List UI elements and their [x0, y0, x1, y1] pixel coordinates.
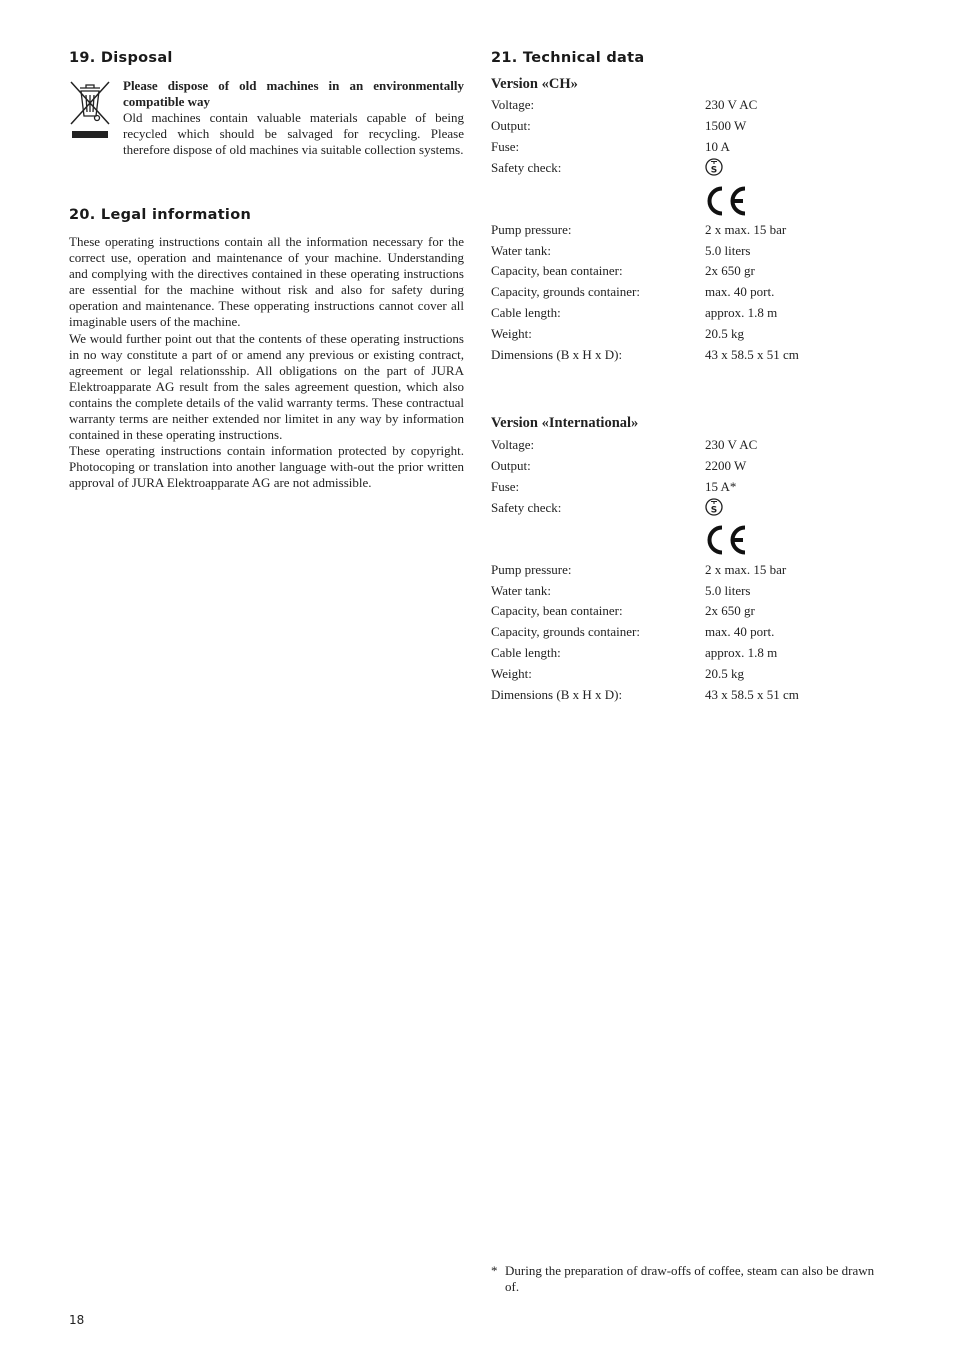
spec-row: [491, 261, 891, 282]
version-international-title: Version «International»: [491, 415, 639, 431]
spec-row: [491, 601, 891, 622]
spec-value: 2x 650 gr: [705, 263, 755, 279]
legal-paragraph-2: We would further point out that the contents of these operating instructions in no way constitute a part of or amend any previous or existing contract, agreement or legal relationsship. All obligations on the part of JURA Elektroapparate AG result from the sales agreement question, which also contains the complete details of the valid warranty terms. These contractual warranty terms are neither extended nor limitet in any way by information contained in these operating instructions.: [69, 330, 464, 443]
swiss-safety-mark-icon: [705, 497, 723, 517]
spec-value: 2 x max. 15 bar: [705, 221, 787, 237]
spec-label: Cable length:: [491, 645, 561, 661]
version-ch-title: Version «CH»: [491, 76, 578, 92]
swiss-safety-mark-icon: [705, 157, 723, 177]
spec-row: [491, 643, 891, 664]
page-number: 18: [69, 1313, 85, 1327]
spec-row: [491, 685, 891, 706]
spec-label: Fuse:: [491, 138, 520, 154]
spec-value: 2 x max. 15 bar: [705, 561, 787, 577]
spec-label: Output:: [491, 457, 531, 473]
spec-row: [491, 664, 891, 685]
spec-value: 1500 W: [705, 117, 747, 133]
spec-value: 10 A: [705, 138, 730, 154]
technical-heading: 21. Technical data: [491, 50, 645, 66]
spec-value: 43 x 58.5 x 51 cm: [705, 347, 799, 363]
spec-value: approx. 1.8 m: [705, 305, 778, 321]
spec-value: 15 A*: [705, 478, 737, 494]
spec-value: 230 V AC: [705, 437, 758, 452]
spec-label: Weight:: [491, 326, 532, 342]
svg-text:S: S: [710, 165, 718, 176]
spec-row: [491, 324, 891, 345]
spec-label: Pump pressure:: [491, 561, 572, 577]
spec-value: 2200 W: [705, 457, 747, 473]
spec-row: [491, 241, 891, 262]
footnote-marker: *: [491, 1263, 498, 1278]
spec-label: Dimensions (B x H x D):: [491, 687, 623, 703]
disposal-text: [123, 78, 464, 158]
spec-row: [491, 345, 891, 366]
spec-value: 5.0 liters: [705, 242, 751, 258]
spec-value: 2x 650 gr: [705, 603, 755, 619]
spec-value: 20.5 kg: [705, 666, 744, 682]
spec-label: Safety check:: [491, 159, 562, 175]
spec-row: [491, 477, 891, 498]
svg-text:S: S: [710, 505, 718, 516]
disposal-heading: 19. Disposal: [69, 50, 173, 66]
version-international-spec-table: [491, 435, 891, 706]
spec-row: [491, 435, 891, 456]
spec-label: Voltage:: [491, 437, 535, 452]
spec-label: Water tank:: [491, 242, 551, 258]
legal-text: [69, 234, 464, 492]
spec-row: [491, 581, 891, 602]
spec-label: Pump pressure:: [491, 221, 572, 237]
spec-value: approx. 1.8 m: [705, 645, 778, 661]
spec-row: [491, 498, 891, 560]
spec-value: max. 40 port.: [705, 624, 775, 640]
spec-row: [491, 95, 891, 116]
spec-value: 20.5 kg: [705, 326, 744, 342]
spec-row: [491, 220, 891, 241]
spec-value: max. 40 port.: [705, 284, 775, 300]
spec-label: Water tank:: [491, 582, 551, 598]
spec-row: [491, 303, 891, 324]
spec-label: Cable length:: [491, 305, 561, 321]
spec-row: [491, 622, 891, 643]
ce-mark-icon: [705, 524, 747, 556]
footnote-text: During the preparation of draw-offs of coffee, steam can also be drawn of.: [505, 1263, 875, 1294]
spec-row: [491, 456, 891, 477]
spec-label: Capacity, grounds container:: [491, 624, 640, 640]
spec-label: Capacity, bean container:: [491, 603, 623, 619]
spec-label: Weight:: [491, 666, 532, 682]
legal-paragraph-3: These operating instructions contain information protected by copyright. Photocoping or translation into another language with-out the prior written approval of JURA Elektroapparate AG are not admissible.: [69, 443, 464, 491]
ce-mark-icon: [705, 185, 747, 217]
legal-heading: 20. Legal information: [69, 207, 252, 223]
spec-value: 5.0 liters: [705, 582, 751, 598]
spec-label: Fuse:: [491, 478, 520, 494]
footnote: [491, 1263, 891, 1295]
spec-value: 43 x 58.5 x 51 cm: [705, 687, 799, 703]
disposal-bold-text: Please dispose of old machines in an environmentally compatible way: [123, 78, 464, 110]
spec-row: [491, 282, 891, 303]
spec-row: [491, 137, 891, 158]
spec-row: [491, 158, 891, 220]
spec-row: [491, 116, 891, 137]
version-ch-spec-table: [491, 95, 891, 366]
spec-label: Voltage:: [491, 97, 535, 112]
spec-label: Output:: [491, 117, 531, 133]
spec-value: 230 V AC: [705, 97, 758, 112]
spec-label: Capacity, bean container:: [491, 263, 623, 279]
spec-label: Dimensions (B x H x D):: [491, 347, 623, 363]
crossed-out-wheelie-bin-icon: [69, 80, 111, 140]
spec-label: Capacity, grounds container:: [491, 284, 640, 300]
spec-label: Safety check:: [491, 499, 562, 515]
legal-paragraph-1: These operating instructions contain all the information necessary for the correct use, operation and maintenance of your machine. Understanding and complying with the directives contained in these operating instructions are essential for the machine without risk and also for safety during operation and maintenance. These opperating instructions cannot cover all imaginable users of the machine.: [69, 234, 464, 330]
spec-row: [491, 560, 891, 581]
disposal-body: Old machines contain valuable materials capable of being recycled which should be salvaged for recycling. Please therefore dispose of old machines via suitable collection systems.: [123, 110, 464, 158]
